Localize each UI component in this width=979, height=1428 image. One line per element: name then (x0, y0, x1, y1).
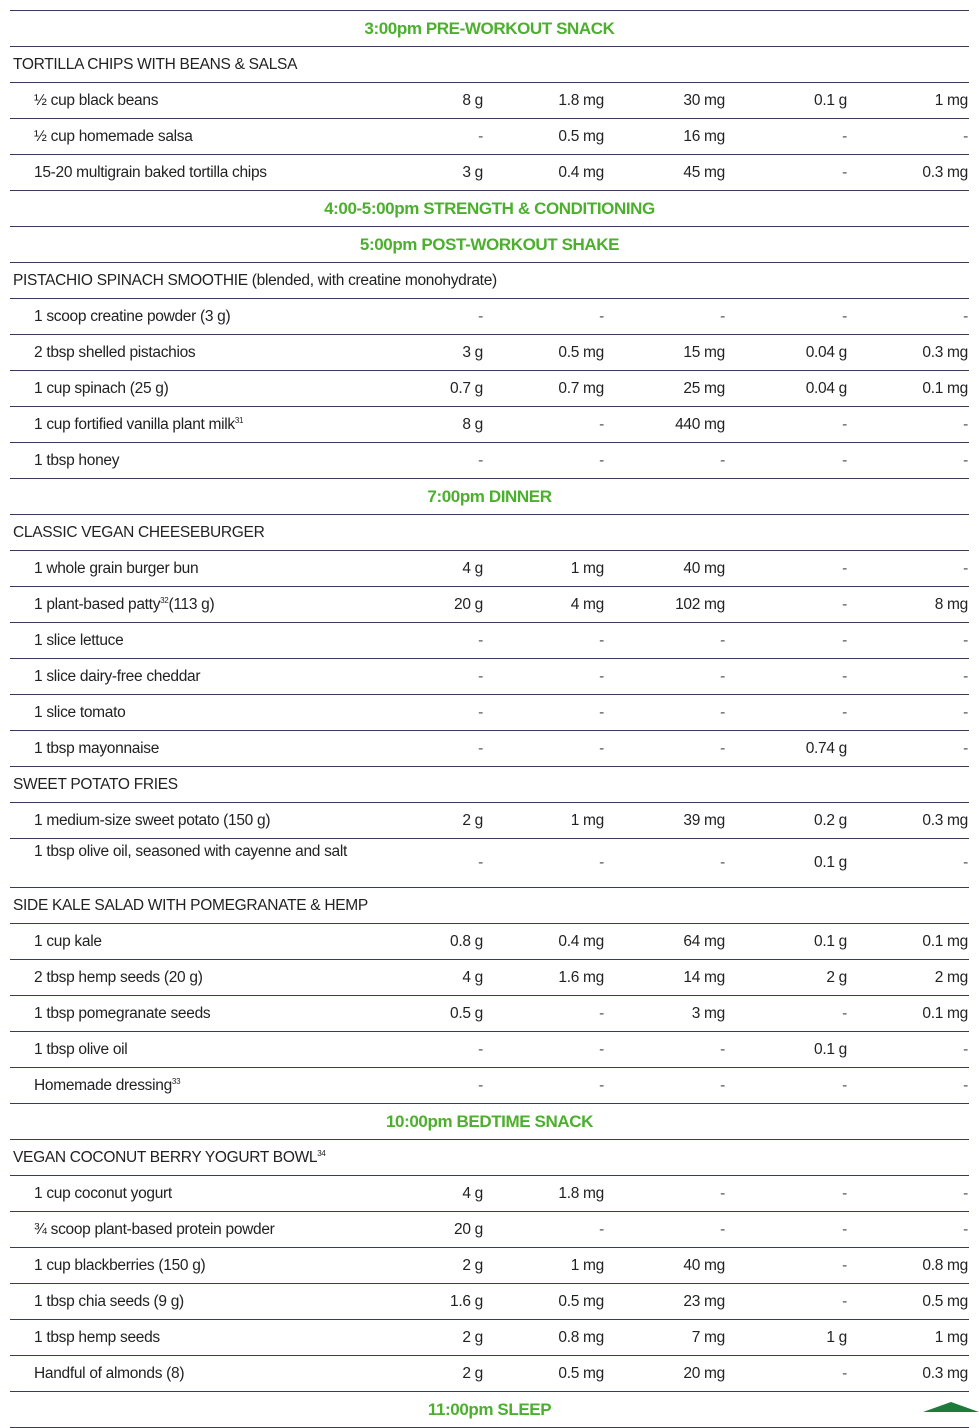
food-item-name (34, 1284, 184, 1319)
nutrient-value: - (478, 854, 483, 871)
food-group-name (13, 47, 297, 82)
nutrient-value: - (599, 632, 604, 649)
food-item-row (10, 1176, 969, 1212)
nutrient-value: - (842, 1257, 847, 1274)
food-item-name (34, 695, 125, 730)
nutrient-value: - (599, 1005, 604, 1022)
nutrient-value: 1 mg (570, 1257, 604, 1274)
nutrient-value: - (963, 632, 968, 649)
food-item-name (34, 119, 193, 154)
food-item-row (10, 996, 969, 1032)
nutrient-value: 3 g (462, 344, 483, 361)
nutrient-value: 3 mg (691, 1005, 725, 1022)
food-item-name (34, 587, 214, 622)
food-group-name (13, 767, 178, 802)
nutrient-value: 102 mg (675, 596, 725, 613)
nutrient-value: - (842, 1185, 847, 1202)
footnote-marker: 33 (171, 1076, 181, 1086)
nutrient-value: 0.5 g (450, 1005, 483, 1022)
nutrient-value: 1.8 mg (558, 1185, 604, 1202)
food-group-name (13, 888, 368, 923)
food-item-name (34, 1032, 127, 1067)
nutrient-value: 0.3 mg (922, 812, 968, 829)
food-item-row (10, 731, 969, 767)
food-item-name (34, 407, 243, 442)
nutrient-value: 16 mg (683, 128, 725, 145)
nutrient-value: - (599, 416, 604, 433)
food-item-name (34, 841, 364, 863)
food-item-name (34, 731, 159, 766)
food-item-row (10, 407, 969, 443)
section-heading-text: 7:00pm DINNER (427, 487, 552, 506)
item-text: 1 cup coconut yogurt (34, 1185, 172, 1202)
nutrient-value: - (963, 452, 968, 469)
nutrient-value: 1.8 mg (558, 92, 604, 109)
nutrient-value: 1 mg (570, 560, 604, 577)
nutrient-value: 40 mg (683, 1257, 725, 1274)
food-group-name (13, 263, 497, 298)
food-item-name (34, 1248, 205, 1283)
nutrient-value: 14 mg (683, 969, 725, 986)
food-group-row (10, 888, 969, 924)
food-item-name (34, 1176, 172, 1211)
food-item-name (34, 83, 158, 118)
nutrient-value: - (599, 452, 604, 469)
nutrient-value: - (842, 1221, 847, 1238)
nutrient-value: - (720, 704, 725, 721)
food-item-name (34, 996, 210, 1031)
nutrient-value: - (963, 1221, 968, 1238)
nutrient-value: - (963, 704, 968, 721)
food-item-name (34, 623, 123, 658)
nutrient-value: 8 mg (934, 596, 968, 613)
nutrient-value: - (842, 128, 847, 145)
nutrient-value: 64 mg (683, 933, 725, 950)
nutrient-value: 0.74 g (805, 740, 847, 757)
nutrient-value: - (842, 452, 847, 469)
food-group-row (10, 263, 969, 299)
item-text: 1 slice tomato (34, 704, 126, 721)
nutrient-value: - (842, 1365, 847, 1382)
nutrient-value: - (720, 308, 725, 325)
food-group-row (10, 515, 969, 551)
nutrient-value: 0.1 g (814, 933, 847, 950)
food-item-row (10, 587, 969, 623)
nutrient-value: 0.8 mg (558, 1329, 604, 1346)
food-group-name (13, 515, 264, 550)
nutrient-value: 0.1 mg (922, 380, 968, 397)
food-item-row (10, 371, 969, 407)
food-item-name (34, 1320, 160, 1355)
food-item-row (10, 623, 969, 659)
nutrient-value: - (963, 128, 968, 145)
nutrient-value: 0.8 mg (922, 1257, 968, 1274)
food-group-name (13, 1140, 326, 1175)
nutrient-value: - (963, 668, 968, 685)
nutrient-value: - (842, 1077, 847, 1094)
item-text: SIDE KALE SALAD WITH POMEGRANATE & HEMP (13, 897, 368, 914)
food-item-name (34, 155, 267, 190)
food-item-row (10, 960, 969, 996)
section-heading-text: 4:00-5:00pm STRENGTH & CONDITIONING (324, 199, 655, 218)
nutrient-value: 0.5 mg (558, 344, 604, 361)
nutrient-value: - (842, 308, 847, 325)
nutrient-value: 0.1 g (814, 1041, 847, 1058)
nutrient-value: - (720, 668, 725, 685)
item-text: 1 scoop creatine powder (3 g) (34, 308, 231, 325)
nutrient-value: - (478, 740, 483, 757)
nutrient-value: 0.3 mg (922, 164, 968, 181)
nutrient-value: 25 mg (683, 380, 725, 397)
nutrient-value: 2 g (462, 1329, 483, 1346)
nutrient-value: - (478, 668, 483, 685)
nutrient-value: - (842, 560, 847, 577)
nutrient-value: - (842, 1005, 847, 1022)
nutrient-value: 0.4 mg (558, 164, 604, 181)
item-text: Handful of almonds (8) (34, 1365, 185, 1382)
nutrient-value: 4 mg (570, 596, 604, 613)
nutrient-value: - (599, 704, 604, 721)
food-item-row (10, 299, 969, 335)
food-item-name (34, 443, 119, 478)
nutrient-value: 0.5 mg (558, 128, 604, 145)
food-item-row (10, 1248, 969, 1284)
nutrient-value: - (478, 452, 483, 469)
nutrient-value: 0.8 g (450, 933, 483, 950)
nutrient-value: - (599, 668, 604, 685)
food-item-name (34, 659, 200, 694)
item-text: 1 tbsp hemp seeds (34, 1329, 160, 1346)
item-text: 1 slice dairy-free cheddar (34, 668, 201, 685)
nutrient-value: 0.7 g (450, 380, 483, 397)
nutrient-value: - (599, 1041, 604, 1058)
food-item-row (10, 924, 969, 960)
nutrient-value: - (963, 740, 968, 757)
item-text: 1 medium-size sweet potato (150 g) (34, 812, 271, 829)
nutrient-value: - (963, 1041, 968, 1058)
nutrient-value: 0.7 mg (558, 380, 604, 397)
nutrient-value: 0.1 g (814, 92, 847, 109)
nutrient-value: 8 g (462, 416, 483, 433)
food-item-row (10, 443, 969, 479)
nutrient-value: 2 g (462, 812, 483, 829)
nutrient-value: 440 mg (675, 416, 725, 433)
nutrient-value: 30 mg (683, 92, 725, 109)
food-item-row (10, 335, 969, 371)
nutrient-value: 1.6 g (450, 1293, 483, 1310)
nutrient-value: - (720, 854, 725, 871)
nutrient-value: - (720, 1077, 725, 1094)
section-heading (10, 191, 969, 227)
nutrient-value: 15 mg (683, 344, 725, 361)
food-item-row (10, 839, 969, 888)
nutrient-value: 0.3 mg (922, 1365, 968, 1382)
food-item-row (10, 1284, 969, 1320)
food-group-row (10, 1140, 969, 1176)
nutrient-value: 0.5 mg (922, 1293, 968, 1310)
nutrient-value: - (842, 164, 847, 181)
nutrient-value: 23 mg (683, 1293, 725, 1310)
item-text: 1 tbsp chia seeds (9 g) (34, 1293, 184, 1310)
item-text-suffix: (113 g) (168, 596, 215, 613)
nutrient-value: - (842, 596, 847, 613)
nutrient-value: 1 mg (934, 92, 968, 109)
nutrient-value: - (842, 632, 847, 649)
food-item-row (10, 83, 969, 119)
nutrient-value: - (963, 1185, 968, 1202)
food-item-name (34, 371, 168, 406)
nutrient-value: - (478, 308, 483, 325)
food-item-row (10, 1068, 969, 1104)
item-text: SWEET POTATO FRIES (13, 776, 178, 793)
food-item-name (34, 335, 195, 370)
food-item-row (10, 1212, 969, 1248)
nutrient-value: 39 mg (683, 812, 725, 829)
nutrient-value: - (478, 704, 483, 721)
nutrient-value: 7 mg (691, 1329, 725, 1346)
food-item-row (10, 551, 969, 587)
item-text: 2 tbsp shelled pistachios (34, 344, 196, 361)
nutrient-value: - (842, 668, 847, 685)
item-text: 1 tbsp pomegranate seeds (34, 1005, 211, 1022)
food-item-row (10, 695, 969, 731)
nutrient-value: - (599, 308, 604, 325)
nutrient-value: 1 g (826, 1329, 847, 1346)
food-item-name (34, 1356, 184, 1391)
nutrient-value: 2 g (826, 969, 847, 986)
section-heading-text: 11:00pm SLEEP (427, 1400, 552, 1419)
nutrient-value: - (963, 308, 968, 325)
table-body (10, 11, 969, 1428)
item-text: 1 tbsp olive oil (34, 1041, 128, 1058)
nutrient-value: 2 mg (934, 969, 968, 986)
nutrient-value: 20 g (454, 596, 483, 613)
nutrient-value: - (478, 1077, 483, 1094)
nutrient-value: - (842, 416, 847, 433)
food-item-row (10, 803, 969, 839)
nutrient-value: 0.1 mg (922, 933, 968, 950)
item-text: Homemade dressing (34, 1077, 172, 1094)
footnote-marker: 31 (234, 415, 244, 425)
item-text: 15-20 multigrain baked tortilla chips (34, 164, 267, 181)
food-item-row (10, 1032, 969, 1068)
nutrient-value: - (720, 740, 725, 757)
nutrient-value: - (963, 1077, 968, 1094)
item-text: 1 tbsp olive oil, seasoned with cayenne and salt (34, 843, 348, 860)
section-heading-text: 5:00pm POST-WORKOUT SHAKE (359, 235, 620, 254)
food-item-name (34, 551, 198, 586)
item-text: 1 cup spinach (25 g) (34, 380, 169, 397)
nutrient-value: - (478, 128, 483, 145)
section-heading-text: 3:00pm PRE-WORKOUT SNACK (364, 19, 615, 38)
nutrient-value: - (478, 632, 483, 649)
nutrient-value: - (963, 560, 968, 577)
food-item-name (34, 924, 102, 959)
nutrient-value: 1 mg (570, 812, 604, 829)
nutrient-value: 1.6 mg (558, 969, 604, 986)
food-item-row (10, 155, 969, 191)
food-item-name (34, 960, 203, 995)
nutrient-value: 40 mg (683, 560, 725, 577)
item-text: 1 cup kale (34, 933, 102, 950)
nutrient-value: - (963, 854, 968, 871)
food-item-name (34, 1212, 275, 1247)
food-item-row (10, 119, 969, 155)
nutrient-value: - (720, 452, 725, 469)
nutrient-value: 0.5 mg (558, 1365, 604, 1382)
item-text: ½ cup black beans (34, 92, 159, 109)
nutrient-value: - (842, 1293, 847, 1310)
nutrient-value: - (963, 416, 968, 433)
nutrient-value: 45 mg (683, 164, 725, 181)
nutrient-value: - (478, 1041, 483, 1058)
nutrient-value: 0.4 mg (558, 933, 604, 950)
item-text: 1 tbsp mayonnaise (34, 740, 160, 757)
item-text: PISTACHIO SPINACH SMOOTHIE (blended, with creatine monohydrate) (13, 272, 497, 289)
food-group-row (10, 767, 969, 803)
nutrient-value: 2 g (462, 1365, 483, 1382)
nutrient-value: - (720, 1185, 725, 1202)
food-item-name (34, 803, 270, 838)
nutrient-value: - (599, 1077, 604, 1094)
section-heading (10, 479, 969, 515)
nutrient-value: 4 g (462, 1185, 483, 1202)
item-text: 1 slice lettuce (34, 632, 124, 649)
item-text: TORTILLA CHIPS WITH BEANS & SALSA (13, 56, 298, 73)
nutrient-value: 0.04 g (805, 344, 847, 361)
item-text: ½ cup homemade salsa (34, 128, 193, 145)
item-text: 2 tbsp hemp seeds (20 g) (34, 969, 203, 986)
nutrient-value: - (720, 632, 725, 649)
item-text: ¾ scoop plant-based protein powder (34, 1221, 275, 1238)
nutrient-value: 1 mg (934, 1329, 968, 1346)
nutrient-value: - (599, 1221, 604, 1238)
nutrient-value: 20 g (454, 1221, 483, 1238)
nutrient-value: 0.1 mg (922, 1005, 968, 1022)
nutrient-value: 4 g (462, 969, 483, 986)
nutrient-value: 0.2 g (814, 812, 847, 829)
food-item-name (34, 1068, 180, 1103)
page-corner-tab (923, 1402, 979, 1412)
nutrition-table (10, 10, 969, 1428)
item-text: 1 cup fortified vanilla plant milk (34, 416, 235, 433)
nutrient-value: 3 g (462, 164, 483, 181)
item-text: 1 whole grain burger bun (34, 560, 199, 577)
nutrient-value: - (842, 704, 847, 721)
nutrient-value: - (720, 1041, 725, 1058)
food-item-row (10, 1320, 969, 1356)
nutrient-value: 0.04 g (805, 380, 847, 397)
section-heading (10, 11, 969, 47)
section-heading (10, 1104, 969, 1140)
food-item-row (10, 659, 969, 695)
nutrient-value: - (599, 854, 604, 871)
food-item-name (34, 299, 230, 334)
item-text: 1 cup blackberries (150 g) (34, 1257, 206, 1274)
item-text: CLASSIC VEGAN CHEESEBURGER (13, 524, 265, 541)
footnote-marker: 32 (160, 595, 169, 605)
nutrient-value: - (720, 1221, 725, 1238)
section-heading (10, 1392, 969, 1428)
nutrient-value: 0.3 mg (922, 344, 968, 361)
nutrient-value: - (599, 740, 604, 757)
section-heading-text: 10:00pm BEDTIME SNACK (386, 1112, 593, 1131)
food-item-row (10, 1356, 969, 1392)
food-group-row (10, 47, 969, 83)
nutrient-value: 4 g (462, 560, 483, 577)
nutrient-value: 20 mg (683, 1365, 725, 1382)
item-text: 1 tbsp honey (34, 452, 120, 469)
nutrient-value: 0.5 mg (558, 1293, 604, 1310)
item-text: VEGAN COCONUT BERRY YOGURT BOWL (13, 1149, 318, 1166)
nutrient-value: 0.1 g (814, 854, 847, 871)
section-heading (10, 227, 969, 263)
nutrient-value: 8 g (462, 92, 483, 109)
nutrient-value: 2 g (462, 1257, 483, 1274)
item-text: 1 plant-based patty (34, 596, 161, 613)
footnote-marker: 34 (317, 1148, 326, 1158)
